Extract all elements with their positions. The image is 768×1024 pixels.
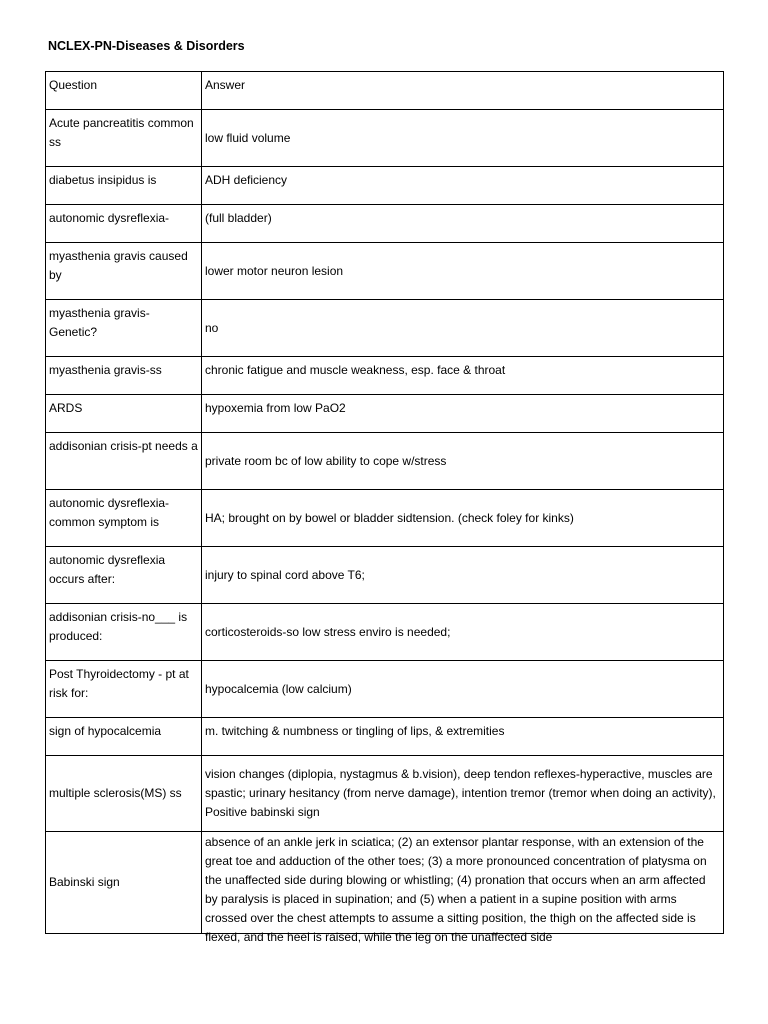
- answer-cell: absence of an ankle jerk in sciatica; (2) an extensor plantar response, with an extension of the great toe and adduction of the other toes; (3) a more pronounced concentration of platysma on the unaffected side during blowing or whistling; (4) pronation that occurs when an arm affected by paralysis is placed in supination; and (5) when a patient in a supine position with arms crossed over the chest attempts to assume a sitting position, the thigh on the affected side is flexed, and the heel is raised, while the leg on the unaffected side: [205, 835, 707, 944]
- qa-table: [45, 71, 724, 944]
- question-cell: addisonian crisis-pt needs a: [46, 433, 202, 490]
- table-row: [46, 357, 724, 395]
- table-row: [46, 243, 724, 300]
- answer-cell: ADH deficiency: [202, 167, 724, 205]
- table-row: [46, 490, 724, 547]
- header-answer: Answer: [202, 72, 724, 110]
- table-row: [46, 661, 724, 718]
- table-row: [46, 756, 724, 832]
- question-cell: autonomic dysreflexia occurs after:: [46, 547, 202, 604]
- question-cell: myasthenia gravis caused by: [46, 243, 202, 300]
- header-question: Question: [46, 72, 202, 110]
- page-title: NCLEX-PN-Diseases & Disorders: [48, 39, 245, 53]
- question-cell: autonomic dysreflexia- common symptom is: [46, 490, 202, 547]
- question-cell: sign of hypocalcemia: [46, 718, 202, 756]
- answer-cell: low fluid volume: [202, 110, 724, 167]
- question-cell: diabetus insipidus is: [46, 167, 202, 205]
- table-header-row: [46, 72, 724, 110]
- answer-cell: m. twitching & numbness or tingling of lips, & extremities: [202, 718, 724, 756]
- answer-cell: injury to spinal cord above T6;: [202, 547, 724, 604]
- table-row: [46, 395, 724, 433]
- table-row: [46, 167, 724, 205]
- table-row: [46, 832, 724, 934]
- answer-cell: private room bc of low ability to cope w/stress: [202, 433, 724, 490]
- table-row: [46, 433, 724, 490]
- question-cell: Post Thyroidectomy - pt at risk for:: [46, 661, 202, 718]
- question-cell: myasthenia gravis-ss: [46, 357, 202, 395]
- table-row: [46, 718, 724, 756]
- answer-cell: vision changes (diplopia, nystagmus & b.vision), deep tendon reflexes-hyperactive, muscles are spastic; urinary hesitancy (from nerve damage), intention tremor (tremor when doing an activity), Positive babinski sign: [202, 756, 724, 832]
- table-row: [46, 547, 724, 604]
- question-cell: myasthenia gravis- Genetic?: [46, 300, 202, 357]
- answer-cell: lower motor neuron lesion: [202, 243, 724, 300]
- table-row: [46, 300, 724, 357]
- question-cell: Babinski sign: [46, 832, 202, 934]
- table-row: [46, 205, 724, 243]
- question-cell: addisonian crisis-no___ is produced:: [46, 604, 202, 661]
- question-cell: Acute pancreatitis common ss: [46, 110, 202, 167]
- answer-cell: (full bladder): [202, 205, 724, 243]
- answer-cell: chronic fatigue and muscle weakness, esp. face & throat: [202, 357, 724, 395]
- answer-cell: no: [202, 300, 724, 357]
- question-cell: ARDS: [46, 395, 202, 433]
- question-cell: autonomic dysreflexia-: [46, 205, 202, 243]
- answer-cell: HA; brought on by bowel or bladder sidtension. (check foley for kinks): [202, 490, 724, 547]
- table-row: [46, 604, 724, 661]
- question-cell: multiple sclerosis(MS) ss: [46, 756, 202, 832]
- answer-cell: corticosteroids-so low stress enviro is needed;: [202, 604, 724, 661]
- answer-cell: hypoxemia from low PaO2: [202, 395, 724, 433]
- answer-cell: hypocalcemia (low calcium): [202, 661, 724, 718]
- answer-cell-wrapper: [202, 832, 724, 944]
- table-row: [46, 110, 724, 167]
